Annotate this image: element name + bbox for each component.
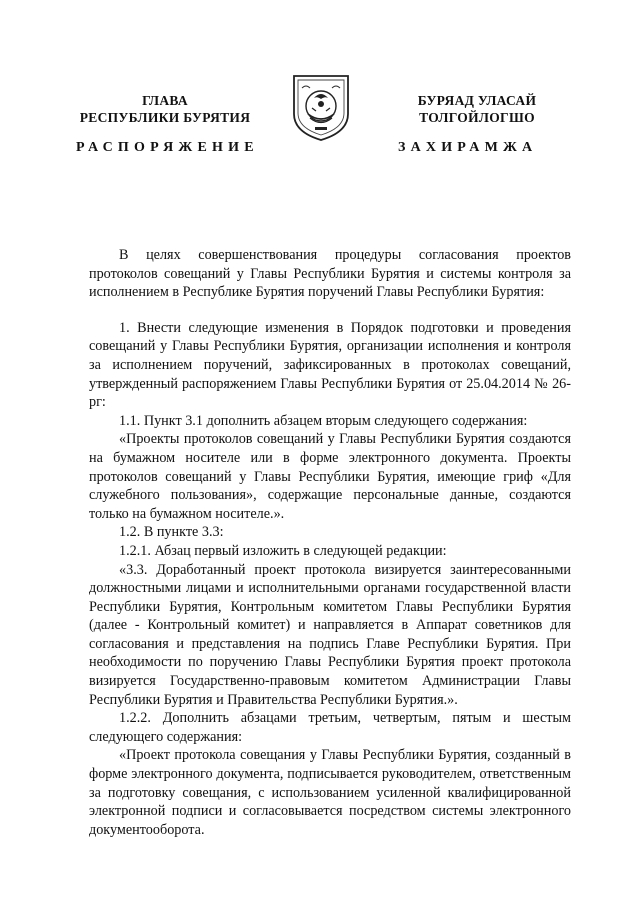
item-1-2-1-text-paragraph: «3.3. Доработанный проект протокола визируется заинтересованными должностными лицами и исполнительными органами государственной власти Республики Бурятия, Контрольным комитетом Главы Республики Бурятия (далее - Контрольный комитет) и направляется в Аппарат советников для согласования и представления на подпись Главе Республики Бурятия. При необходимости по поручению Главы Республики Бурятия проект протокола визируется Государственно-правовым комитетом Администрации Главы Республики Бурятия и Правительства Республики Бурятия.». bbox=[89, 561, 571, 708]
header-right-title bbox=[372, 92, 582, 126]
header-right-line-2: ТОЛГОЙЛОГШО bbox=[419, 110, 535, 125]
doc-type-left: РАСПОРЯЖЕНИЕ bbox=[76, 140, 259, 155]
item-1-1-text-paragraph: «Проекты протоколов совещаний у Главы Республики Бурятия создаются на бумажном носителе или в форме электронного документа. Проекты протоколов совещаний у Главы Республики Бурятия, имеющие гриф «Для служебного пользования», содержащие персональные данные, создаются только на бумажном носителе.». bbox=[89, 431, 571, 522]
header-left-line-2: РЕСПУБЛИКИ БУРЯТИЯ bbox=[79, 110, 251, 125]
doc-type-right: ЗАХИРАМЖА bbox=[398, 140, 538, 155]
document-body bbox=[89, 246, 571, 839]
coat-of-arms-emblem bbox=[290, 70, 352, 142]
preamble-paragraph: В целях совершенствования процедуры согласования проектов протоколов совещаний у Главы Республики Бурятия и системы контроля за исполнением в Республике Бурятия поручений Главы Республики Бурятия: bbox=[89, 247, 571, 301]
item-1-2-1-paragraph: 1.2.1. Абзац первый изложить в следующей редакции: bbox=[119, 542, 447, 559]
header-right-line-1: БУРЯАД УЛАСАЙ bbox=[417, 93, 537, 108]
item-1-2-2-text-paragraph: «Проект протокола совещания у Главы Республики Бурятия, созданный в форме электронного документа, подписывается руководителем, ответственным за подготовку совещания, с использованием усиленной квалифицированной электронной подписи и согласовывается посредством системы электронного документооборота. bbox=[89, 747, 571, 838]
item-1-2-paragraph: 1.2. В пункте 3.3: bbox=[119, 524, 224, 541]
header-left-title bbox=[60, 92, 270, 126]
item-1-1-paragraph: 1.1. Пункт 3.1 дополнить абзацем вторым следующего содержания: bbox=[119, 412, 528, 429]
item-1-2-2-paragraph: 1.2.2. Дополнить абзацами третьим, четвертым, пятым и шестым следующего содержания: bbox=[89, 710, 571, 745]
header-left-line-1: ГЛАВА bbox=[142, 93, 188, 108]
item-1-paragraph: 1. Внести следующие изменения в Порядок подготовки и проведения совещаний у Главы Республики Бурятия, организации исполнения и контроля за исполнением поручений, зафиксированных в протоколах совещаний, утвержденный распоряжением Главы Республики Бурятия от 25.04.2014 № 26-рг: bbox=[89, 319, 571, 411]
